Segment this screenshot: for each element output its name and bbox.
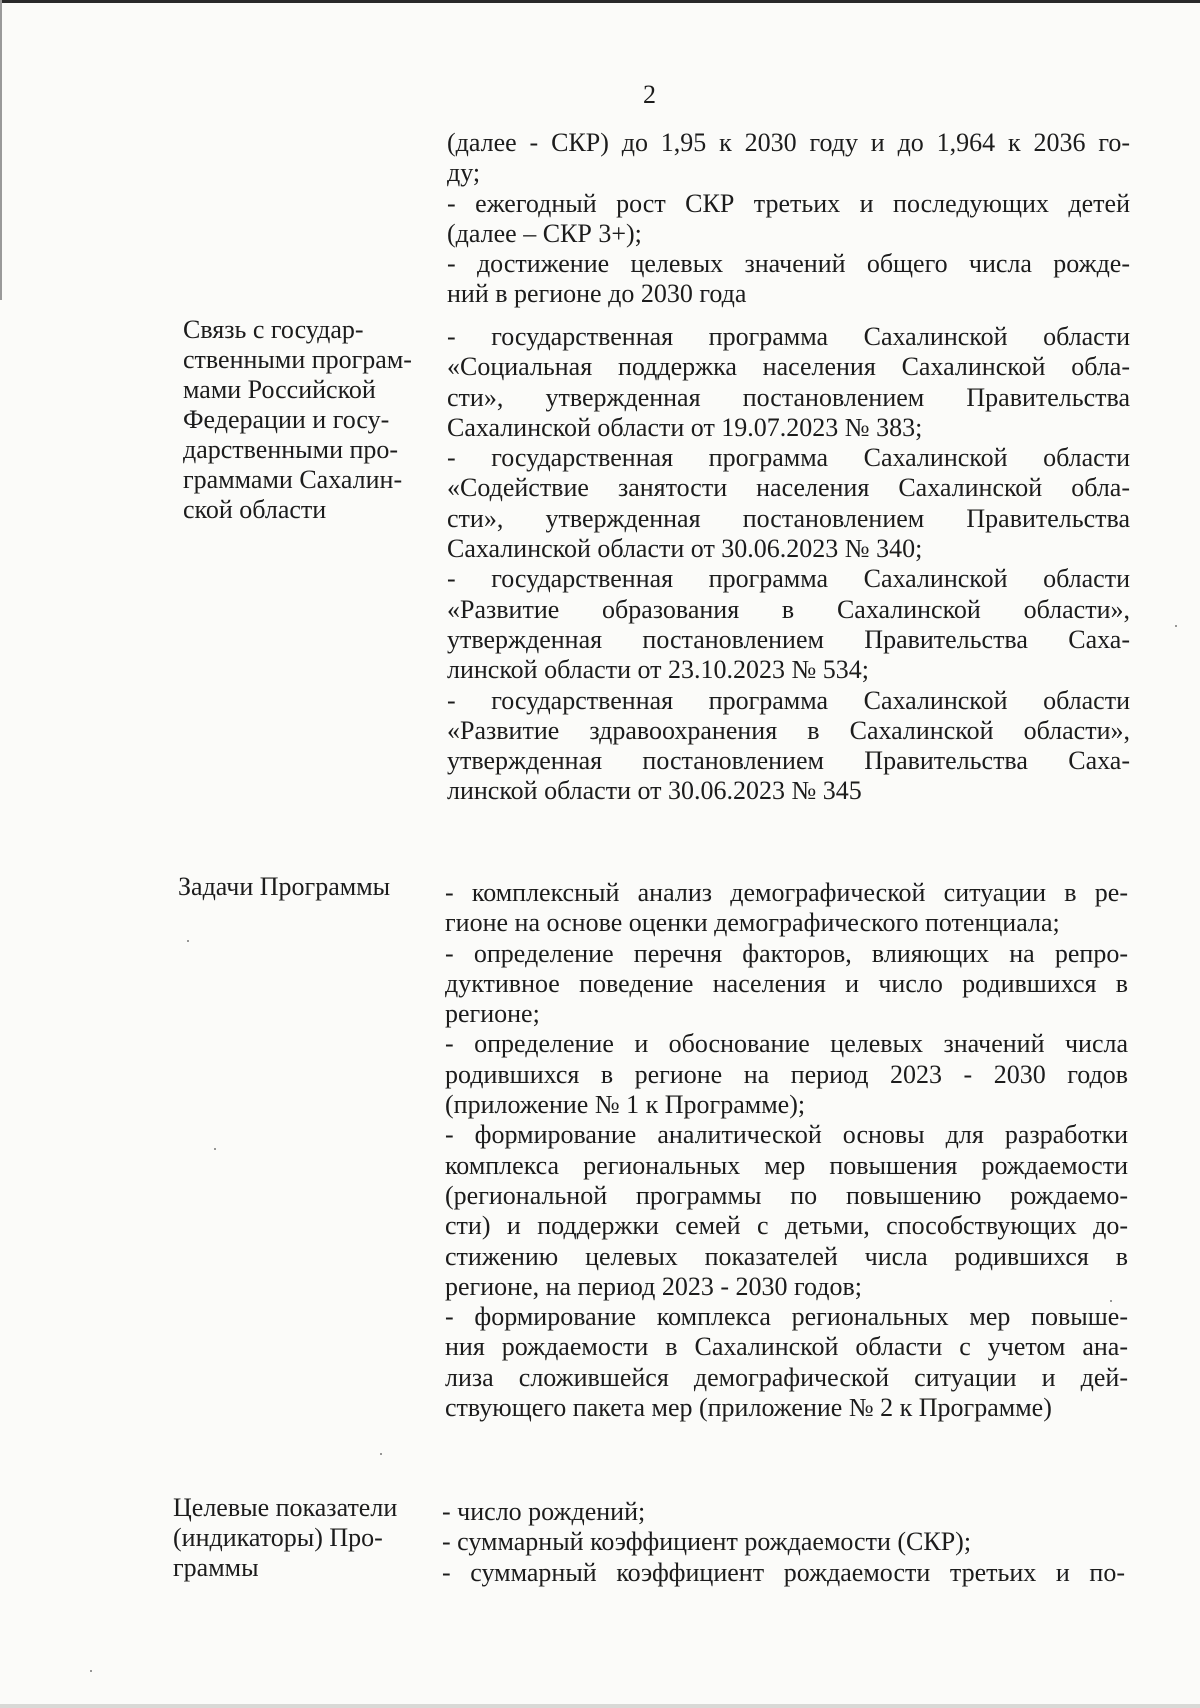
list-item [445, 939, 1128, 1030]
section-related-programs-content [447, 322, 1130, 807]
scan-speck [1175, 625, 1177, 627]
text-line: «Содействие занятости населения Сахалинской обла- [447, 473, 1130, 503]
list-item [442, 1558, 1125, 1588]
text-line: - государственная программа Сахалинской области [447, 685, 1130, 715]
text-line: ний в регионе до 2030 года [447, 279, 747, 309]
text-line: утвержденная постановлением Правительства Саха- [447, 624, 1130, 654]
scan-edge-left [0, 0, 2, 300]
text-line: «Социальная поддержка населения Сахалинской обла- [447, 352, 1130, 382]
label-line: ственными програм- [183, 345, 412, 374]
list-item [447, 189, 1130, 250]
scan-speck [380, 1453, 382, 1455]
scan-speck [214, 1148, 216, 1150]
list-item [442, 1497, 1125, 1527]
list-item [445, 1029, 1128, 1120]
text-line: - число рождений; [442, 1497, 646, 1526]
text-line: - определение перечня факторов, влияющих на репро- [445, 938, 1128, 968]
label-line: граммы [173, 1553, 259, 1582]
text-line: Сахалинской области от 19.07.2023 № 383; [447, 412, 923, 442]
text-line: лиза сложившейся демографической ситуации и дей- [445, 1362, 1128, 1392]
list-item [447, 564, 1130, 685]
text-line: (далее - СКР) до 1,95 к 2030 году и до 1,964 к 2036 го- [447, 128, 1130, 157]
text-line: - государственная программа Сахалинской области [447, 443, 1130, 473]
list-item [447, 443, 1130, 564]
text-line: дуктивное поведение населения и число родившихся в [445, 968, 1128, 998]
list-item [447, 322, 1130, 443]
scan-edge-bottom [0, 1704, 1200, 1708]
text-line: сти», утвержденная постановлением Правительства [447, 503, 1130, 533]
text-line: родившихся в регионе на период 2023 - 2030 годов [445, 1059, 1128, 1089]
text-line: утвержденная постановлением Правительства Саха- [447, 746, 1130, 776]
label-line: ской области [183, 495, 327, 524]
scan-speck [1110, 1300, 1112, 1302]
section-label-tasks [178, 872, 390, 902]
label-line: Связь с государ- [183, 315, 364, 344]
list-item [447, 249, 1130, 310]
text-line: - государственная программа Сахалинской области [447, 564, 1130, 594]
scan-speck [187, 940, 189, 942]
text-line: линской области от 30.06.2023 № 345 [447, 776, 862, 806]
list-item [447, 686, 1130, 807]
text-line: линской области от 23.10.2023 № 534; [447, 655, 870, 685]
label-line: дарственными про- [183, 435, 399, 464]
text-line: - ежегодный рост СКР третьих и последующих детей [447, 188, 1130, 218]
label-line: мами Российской [183, 375, 376, 404]
scan-edge-top [0, 0, 1200, 3]
text-line: - суммарный коэффициент рождаемости (СКР); [442, 1527, 972, 1557]
page-number: 2 [643, 80, 657, 109]
text-line: - комплексный анализ демографической ситуации в ре- [445, 878, 1128, 907]
list-item [445, 1120, 1128, 1302]
text-line: Сахалинской области от 30.06.2023 № 340; [447, 534, 923, 564]
text-line: (региональной программы по повышению рождаемо- [445, 1180, 1128, 1210]
label-line: граммами Сахалин- [183, 465, 403, 494]
section-label-indicators [173, 1493, 397, 1583]
list-item [445, 1302, 1128, 1423]
section-indicators-content [442, 1497, 1125, 1588]
text-line: - определение и обоснование целевых значений числа [445, 1029, 1128, 1059]
text-line: стижению целевых показателей числа родившихся в [445, 1241, 1128, 1271]
list-item [447, 128, 1130, 189]
label-line: Целевые показатели [173, 1493, 398, 1522]
label-line: Задачи Программы [178, 872, 391, 901]
text-line: ния рождаемости в Сахалинской области с учетом ана- [445, 1332, 1128, 1362]
text-line: комплекса региональных мер повышения рождаемости [445, 1150, 1128, 1180]
text-line: регионе; [445, 999, 540, 1029]
text-line: - достижение целевых значений общего числа рожде- [447, 249, 1130, 279]
section-label-related-programs [183, 315, 412, 525]
scan-speck [90, 1670, 92, 1672]
list-item [445, 878, 1128, 939]
text-line: «Развитие образования в Сахалинской области», [447, 594, 1130, 624]
text-line: ствующего пакета мер (приложение № 2 к Программе) [445, 1393, 1052, 1423]
section-tasks-content [445, 878, 1128, 1423]
text-line: гионе на основе оценки демографического потенциала; [445, 908, 1060, 938]
text-line: регионе, на период 2023 - 2030 годов; [445, 1271, 863, 1301]
text-line: сти», утвержденная постановлением Правительства [447, 382, 1130, 412]
text-line: (далее – СКР 3+); [447, 218, 642, 248]
text-line: - формирование аналитической основы для разработки [445, 1120, 1128, 1150]
text-line: (приложение № 1 к Программе); [445, 1090, 806, 1120]
text-line: «Развитие здравоохранения в Сахалинской области», [447, 715, 1130, 745]
text-line: - государственная программа Сахалинской области [447, 322, 1130, 351]
text-line: сти) и поддержки семей с детьми, способствующих до- [445, 1211, 1128, 1241]
text-line: ду; [447, 158, 481, 188]
list-item [442, 1527, 1125, 1557]
section-goals-content [447, 128, 1130, 310]
text-line: - суммарный коэффициент рождаемости третьих и по- [442, 1557, 1125, 1587]
label-line: Федерации и госу- [183, 405, 390, 434]
text-line: - формирование комплекса региональных мер повыше- [445, 1302, 1128, 1332]
label-line: (индикаторы) Про- [173, 1523, 383, 1552]
